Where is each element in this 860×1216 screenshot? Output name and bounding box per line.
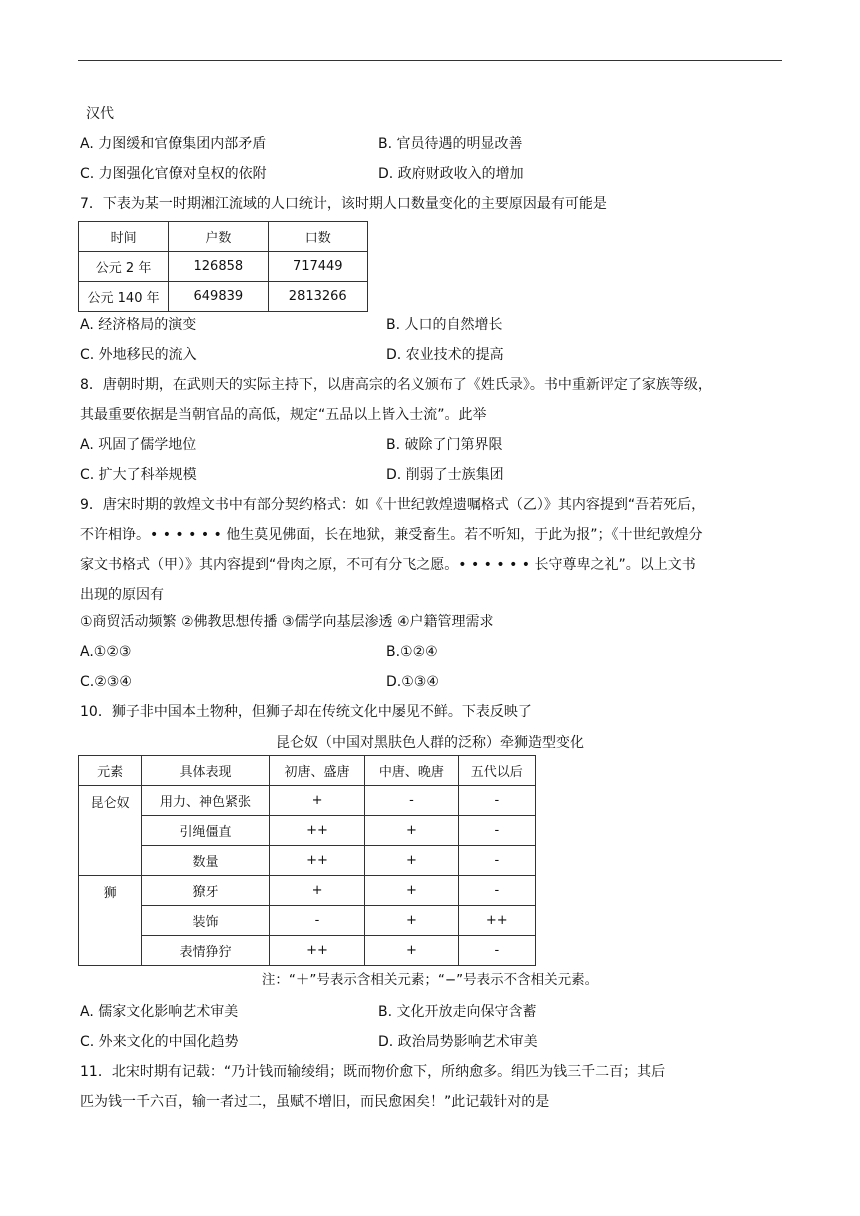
q10-option-a: A. 儒家文化影响艺术审美 (80, 1004, 239, 1020)
q9-option-a: A.①②③ (80, 644, 132, 660)
table-header-cell: 具体表现 (142, 756, 270, 786)
table-cell: 公元 2 年 (79, 252, 169, 282)
q7-option-c: C. 外地移民的流入 (80, 347, 197, 363)
table-cell: - (365, 786, 458, 816)
table-cell: 引绳僵直 (142, 816, 270, 846)
q8-option-a: A. 巩固了儒学地位 (80, 437, 197, 453)
table-cell: 2813266 (268, 282, 367, 312)
table-row (79, 786, 536, 816)
q8-stem-line2: 其最重要依据是当朝官品的高低，规定“五品以上皆入士流”。此举 (80, 407, 487, 423)
table-header-row (79, 222, 368, 252)
table-header-cell: 口数 (268, 222, 367, 252)
table-row (79, 846, 536, 876)
table-cell: - (458, 786, 535, 816)
q9-stem-line1: 9．唐宋时期的敦煌文书中有部分契约格式：如《十世纪敦煌遗嘱格式（乙）》其内容提到“吾若死后， (80, 497, 706, 513)
table-row (79, 816, 536, 846)
q10-table-caption: 昆仑奴（中国对黑肤色人群的泛称）牵狮造型变化 (276, 735, 584, 751)
table-cell: 用力、神色紧张 (142, 786, 270, 816)
table-row (79, 936, 536, 966)
q10-option-c: C. 外来文化的中国化趋势 (80, 1034, 239, 1050)
table-header-cell: 元素 (79, 756, 142, 786)
table-group-cell: 昆仑奴 (79, 786, 142, 876)
table-row (79, 282, 368, 312)
q9-stem-line3: 家文书格式（甲）》其内容提到“骨肉之原，不可有分飞之愿。• • • • • • 长守尊卑之礼”。以上文书 (80, 557, 696, 573)
table-cell: 数量 (142, 846, 270, 876)
q11-stem-line2: 匹为钱一千六百，输一者过二，虽赋不增旧，而民愈困矣！”此记载针对的是 (80, 1094, 550, 1110)
q6-tail-text: 汉代 (86, 106, 114, 122)
table-cell: - (458, 816, 535, 846)
table-cell: + (365, 876, 458, 906)
table-cell: - (458, 846, 535, 876)
table-cell: 獠牙 (142, 876, 270, 906)
table-cell: 表情狰狞 (142, 936, 270, 966)
q7-population-table (78, 221, 368, 312)
q6-option-b: B. 官员待遇的明显改善 (378, 136, 523, 152)
q10-lion-table (78, 755, 536, 966)
q10-stem: 10．狮子非中国本土物种，但狮子却在传统文化中屡见不鲜。下表反映了 (80, 704, 532, 720)
table-group-cell: 狮 (79, 876, 142, 966)
table-cell: + (365, 846, 458, 876)
table-cell: 126858 (169, 252, 268, 282)
table-header-cell: 五代以后 (458, 756, 535, 786)
table-cell: ++ (269, 846, 364, 876)
table-cell: - (458, 936, 535, 966)
header-rule (78, 60, 782, 61)
q7-option-a: A. 经济格局的演变 (80, 317, 197, 333)
table-cell: ++ (269, 936, 364, 966)
table-header-cell: 户数 (169, 222, 268, 252)
table-cell: 装饰 (142, 906, 270, 936)
q8-stem-line1: 8．唐朝时期，在武则天的实际主持下，以唐高宗的名义颁布了《姓氏录》。书中重新评定了家族等级， (80, 377, 712, 393)
table-cell: + (269, 876, 364, 906)
q10-option-b: B. 文化开放走向保守含蓄 (378, 1004, 537, 1020)
q6-option-a: A. 力图缓和官僚集团内部矛盾 (80, 136, 267, 152)
table-cell: - (458, 876, 535, 906)
table-cell: - (269, 906, 364, 936)
q9-stem-line2: 不许相诤。• • • • • • 他生莫见佛面，长在地狱，兼受畜生。若不听知，于此为报”；《十世纪敦煌分 (80, 527, 703, 543)
table-cell: 717449 (268, 252, 367, 282)
table-cell: + (365, 906, 458, 936)
q6-option-d: D. 政府财政收入的增加 (378, 166, 524, 182)
q6-option-c: C. 力图强化官僚对皇权的依附 (80, 166, 267, 182)
q9-option-b: B.①②④ (386, 644, 438, 660)
q8-option-c: C. 扩大了科举规模 (80, 467, 197, 483)
q8-option-d: D. 削弱了士族集团 (386, 467, 504, 483)
table-cell: 649839 (169, 282, 268, 312)
table-cell: 公元 140 年 (79, 282, 169, 312)
q8-option-b: B. 破除了门第界限 (386, 437, 503, 453)
table-header-cell: 中唐、晚唐 (365, 756, 458, 786)
q10-option-d: D. 政治局势影响艺术审美 (378, 1034, 538, 1050)
q9-option-c: C.②③④ (80, 674, 132, 690)
table-cell: + (365, 936, 458, 966)
table-row (79, 252, 368, 282)
table-cell: ++ (269, 816, 364, 846)
q7-option-d: D. 农业技术的提高 (386, 347, 504, 363)
table-header-cell: 初唐、盛唐 (269, 756, 364, 786)
q7-option-b: B. 人口的自然增长 (386, 317, 503, 333)
q11-stem-line1: 11．北宋时期有记载：“乃计钱而输绫绢；既而物价愈下，所纳愈多。绢匹为钱三千二百；其后 (80, 1064, 666, 1080)
table-cell: + (269, 786, 364, 816)
q7-stem: 7．下表为某一时期湘江流域的人口统计，该时期人口数量变化的主要原因最有可能是 (80, 196, 607, 212)
table-cell: + (365, 816, 458, 846)
q9-items: ①商贸活动频繁 ②佛教思想传播 ③儒学向基层渗透 ④户籍管理需求 (80, 614, 494, 630)
table-header-row (79, 756, 536, 786)
table-cell: ++ (458, 906, 535, 936)
table-row (79, 906, 536, 936)
table-header-cell: 时间 (79, 222, 169, 252)
q10-table-note: 注：“＋”号表示含相关元素；“−”号表示不含相关元素。 (261, 972, 599, 988)
q9-stem-line4: 出现的原因有 (80, 587, 164, 603)
table-row (79, 876, 536, 906)
q9-option-d: D.①③④ (386, 674, 439, 690)
